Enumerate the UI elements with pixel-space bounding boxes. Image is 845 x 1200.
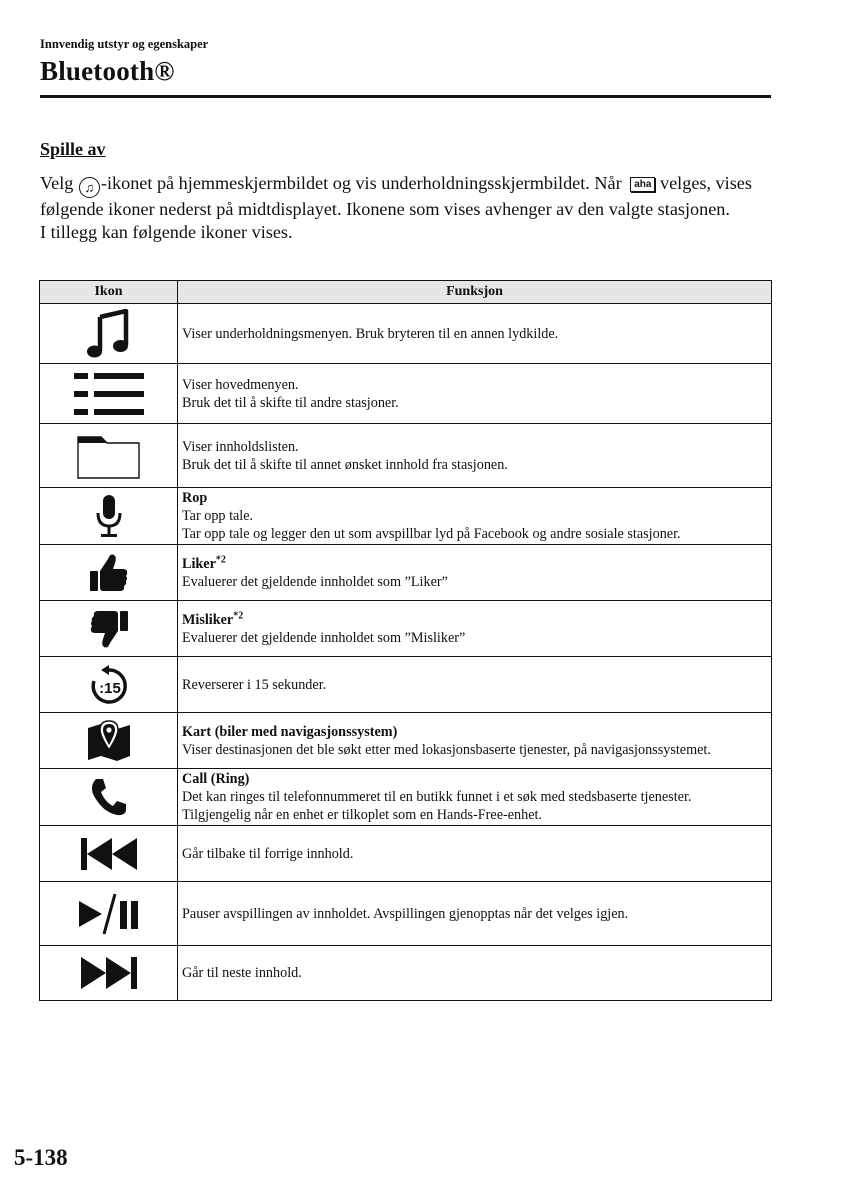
replay-15-icon: [88, 664, 130, 706]
table-row: [40, 601, 772, 657]
aha-button-icon: aha: [630, 177, 655, 192]
row-text: Viser destinasjonen det ble søkt etter med lokasjonsbaserte tjenester, på navigasjonssystemet.: [182, 741, 711, 758]
table-row: [40, 657, 772, 713]
skip-forward-icon: [81, 957, 137, 989]
section-label: Innvendig utstyr og egenskaper: [40, 37, 209, 51]
row-title: Call (Ring): [182, 771, 250, 787]
row-text: Viser hovedmenyen.: [182, 376, 299, 393]
phone-icon: [90, 777, 128, 817]
row-text: Bruk det til å skifte til annet ønsket innhold fra stasjonen.: [182, 456, 508, 473]
table-row: [40, 364, 772, 424]
table-row: [40, 488, 772, 545]
row-text: Tar opp tale.: [182, 508, 254, 524]
row-text: Viser underholdningsmenyen. Bruk bryteren til en annen lydkilde.: [182, 325, 559, 342]
page-number: 5-138: [14, 1145, 68, 1170]
row-title: Liker: [182, 555, 216, 572]
row-title: Misliker: [182, 611, 234, 628]
row-title: Rop: [182, 490, 208, 506]
play-pause-icon: [78, 893, 140, 935]
table-row: [40, 424, 772, 488]
intro-text-part: -ikonet på hjemmeskjermbildet og vis underholdningsskjermbildet. Når: [100, 173, 627, 193]
table-row: [40, 304, 772, 364]
music-note-icon: [86, 309, 132, 359]
table-row: [40, 882, 772, 946]
page-title: Bluetooth®: [40, 56, 175, 86]
list-menu-icon: [74, 373, 144, 415]
footnote-mark: *2: [215, 553, 226, 565]
svg-text::15: :15: [98, 679, 121, 697]
table-row: [40, 713, 772, 769]
function-table: [39, 280, 772, 1001]
table-row: [40, 545, 772, 601]
column-header-function: Funksjon: [178, 281, 772, 304]
row-text: Tilgjengelig når en enhet er tilkoplet som en Hands-Free-enhet.: [182, 807, 542, 823]
intro-text: [40, 172, 775, 243]
table-row: [40, 769, 772, 826]
thumbs-down-icon: [90, 609, 128, 649]
footnote-mark: *2: [233, 609, 244, 621]
row-text: Evaluerer det gjeldende innholdet som ”Liker”: [182, 573, 448, 590]
table-row: [40, 826, 772, 882]
intro-text-part: I tillegg kan følgende ikoner vises.: [40, 221, 293, 242]
row-text: Viser innholdslisten.: [182, 438, 299, 455]
row-text: Tar opp tale og legger den ut som avspillbar lyd på Facebook og andre sosiale stasjoner.: [182, 526, 681, 542]
sub-heading: Spille av: [40, 139, 106, 159]
microphone-icon: [96, 495, 122, 537]
title-rule: [40, 95, 771, 98]
intro-text-part: velges, vises følgende ikoner nederst på midtdisplayet. Ikonene som vises avhenger av den valgte stasjonen.: [40, 173, 752, 219]
row-text: Pauser avspillingen av innholdet. Avspillingen gjenopptas når det velges igjen.: [182, 905, 629, 922]
music-note-circle-icon: ♫: [79, 177, 100, 198]
folder-icon: [77, 433, 141, 479]
row-text: Går tilbake til forrige innhold.: [182, 845, 354, 862]
row-text: Bruk det til å skifte til andre stasjoner.: [182, 394, 399, 411]
skip-back-icon: [81, 838, 137, 870]
row-text: Reverserer i 15 sekunder.: [182, 676, 327, 693]
map-pin-icon: [87, 720, 131, 762]
column-header-icon: Ikon: [40, 281, 178, 304]
table-header-row: [40, 281, 772, 304]
row-text: Evaluerer det gjeldende innholdet som ”Misliker”: [182, 629, 466, 646]
table-row: [40, 946, 772, 1001]
row-title: Kart (biler med navigasjonssystem): [182, 723, 398, 740]
intro-text-part: Velg: [40, 173, 78, 193]
row-text: Det kan ringes til telefonnummeret til en butikk funnet i et søk med stedsbaserte tjenester.: [182, 789, 692, 805]
row-text: Går til neste innhold.: [182, 965, 302, 981]
thumbs-up-icon: [90, 553, 128, 593]
